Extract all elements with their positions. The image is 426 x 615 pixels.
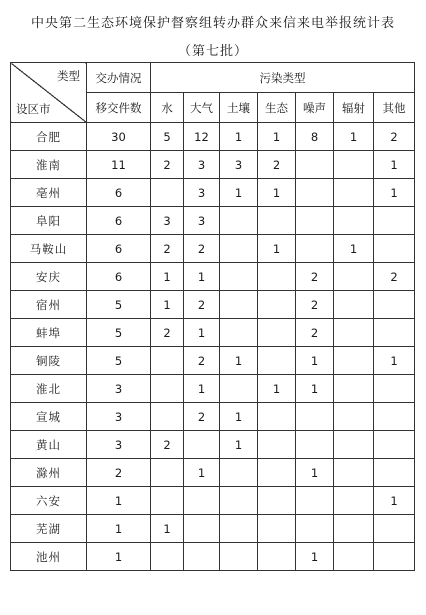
value-cell: 1 xyxy=(296,459,334,487)
table-row xyxy=(11,151,415,179)
value-cell xyxy=(334,179,374,207)
table-row xyxy=(11,235,415,263)
value-cell xyxy=(220,543,258,571)
city-cell: 安庆 xyxy=(11,263,87,291)
value-cell: 1 xyxy=(220,403,258,431)
city-cell: 池州 xyxy=(11,543,87,571)
value-cell xyxy=(374,403,415,431)
value-cell xyxy=(220,487,258,515)
city-cell: 黄山 xyxy=(11,431,87,459)
corner-city-label: 设区市 xyxy=(16,102,51,116)
value-cell xyxy=(220,375,258,403)
value-cell xyxy=(151,543,184,571)
value-cell: 12 xyxy=(184,123,220,151)
value-cell xyxy=(334,487,374,515)
value-cell xyxy=(334,207,374,235)
value-cell xyxy=(374,235,415,263)
table-row xyxy=(11,487,415,515)
value-cell: 3 xyxy=(220,151,258,179)
value-cell xyxy=(296,403,334,431)
value-cell: 1 xyxy=(184,319,220,347)
table-body xyxy=(11,123,415,571)
value-cell xyxy=(258,403,296,431)
city-cell: 马鞍山 xyxy=(11,235,87,263)
value-cell: 1 xyxy=(220,347,258,375)
value-cell: 2 xyxy=(184,347,220,375)
value-cell xyxy=(220,263,258,291)
value-cell: 1 xyxy=(258,179,296,207)
value-cell: 2 xyxy=(184,235,220,263)
table-row xyxy=(11,319,415,347)
value-cell xyxy=(151,459,184,487)
value-cell xyxy=(258,543,296,571)
value-cell: 5 xyxy=(151,123,184,151)
value-cell xyxy=(258,431,296,459)
value-cell: 5 xyxy=(87,319,151,347)
value-cell xyxy=(334,403,374,431)
value-cell xyxy=(151,487,184,515)
city-cell: 滁州 xyxy=(11,459,87,487)
column-header: 噪声 xyxy=(296,93,334,123)
value-cell: 1 xyxy=(296,347,334,375)
value-cell: 3 xyxy=(184,151,220,179)
value-cell: 2 xyxy=(184,403,220,431)
value-cell: 1 xyxy=(220,123,258,151)
value-cell: 2 xyxy=(87,459,151,487)
value-cell: 1 xyxy=(151,291,184,319)
value-cell: 11 xyxy=(87,151,151,179)
value-cell xyxy=(374,291,415,319)
value-cell xyxy=(374,375,415,403)
value-cell: 1 xyxy=(184,459,220,487)
value-cell: 3 xyxy=(184,207,220,235)
value-cell: 2 xyxy=(151,151,184,179)
column-header: 生态 xyxy=(258,93,296,123)
value-cell xyxy=(151,403,184,431)
value-cell xyxy=(374,543,415,571)
value-cell xyxy=(334,347,374,375)
value-cell xyxy=(334,291,374,319)
value-cell xyxy=(374,207,415,235)
value-cell: 2 xyxy=(296,263,334,291)
value-cell: 3 xyxy=(184,179,220,207)
value-cell: 3 xyxy=(151,207,184,235)
group-header-transfer: 交办情况 xyxy=(87,63,151,93)
value-cell xyxy=(296,431,334,459)
corner-header-cell xyxy=(11,63,87,123)
value-cell: 6 xyxy=(87,235,151,263)
value-cell xyxy=(258,515,296,543)
value-cell: 3 xyxy=(87,431,151,459)
city-cell: 阜阳 xyxy=(11,207,87,235)
value-cell xyxy=(258,207,296,235)
value-cell xyxy=(334,459,374,487)
value-cell xyxy=(296,207,334,235)
city-cell: 蚌埠 xyxy=(11,319,87,347)
statistics-table xyxy=(10,62,415,571)
group-header-pollution: 污染类型 xyxy=(151,63,415,93)
table-row xyxy=(11,263,415,291)
value-cell: 6 xyxy=(87,263,151,291)
value-cell xyxy=(151,375,184,403)
value-cell: 2 xyxy=(296,291,334,319)
table-row xyxy=(11,403,415,431)
value-cell: 2 xyxy=(184,291,220,319)
column-header: 移交件数 xyxy=(87,93,151,123)
value-cell xyxy=(374,431,415,459)
value-cell: 2 xyxy=(151,235,184,263)
value-cell: 2 xyxy=(374,123,415,151)
document-title: 中央第二生态环境保护督察组转办群众来信来电举报统计表 xyxy=(30,16,395,31)
value-cell xyxy=(184,543,220,571)
value-cell xyxy=(334,319,374,347)
column-header: 辐射 xyxy=(334,93,374,123)
table-row xyxy=(11,431,415,459)
value-cell: 2 xyxy=(151,319,184,347)
value-cell: 1 xyxy=(374,347,415,375)
value-cell: 1 xyxy=(334,123,374,151)
value-cell xyxy=(296,515,334,543)
city-cell: 淮南 xyxy=(11,151,87,179)
value-cell xyxy=(334,515,374,543)
value-cell xyxy=(258,291,296,319)
value-cell xyxy=(151,179,184,207)
value-cell: 30 xyxy=(87,123,151,151)
value-cell: 1 xyxy=(87,515,151,543)
value-cell xyxy=(184,515,220,543)
value-cell xyxy=(334,431,374,459)
table-row xyxy=(11,207,415,235)
document-subtitle: （第七批） xyxy=(177,44,248,59)
header-row-groups xyxy=(11,63,415,93)
column-header: 其他 xyxy=(374,93,415,123)
value-cell xyxy=(258,347,296,375)
value-cell xyxy=(374,515,415,543)
city-cell: 宿州 xyxy=(11,291,87,319)
value-cell: 3 xyxy=(87,403,151,431)
value-cell: 1 xyxy=(296,543,334,571)
value-cell xyxy=(374,319,415,347)
value-cell: 5 xyxy=(87,347,151,375)
city-cell: 淮北 xyxy=(11,375,87,403)
city-cell: 芜湖 xyxy=(11,515,87,543)
city-cell: 亳州 xyxy=(11,179,87,207)
table-row xyxy=(11,375,415,403)
city-cell: 六安 xyxy=(11,487,87,515)
value-cell xyxy=(258,487,296,515)
value-cell xyxy=(258,263,296,291)
value-cell xyxy=(184,487,220,515)
column-header: 大气 xyxy=(184,93,220,123)
value-cell xyxy=(220,319,258,347)
value-cell: 3 xyxy=(87,375,151,403)
value-cell: 2 xyxy=(296,319,334,347)
value-cell: 6 xyxy=(87,179,151,207)
column-header: 水 xyxy=(151,93,184,123)
value-cell: 1 xyxy=(184,263,220,291)
table-row xyxy=(11,179,415,207)
value-cell: 2 xyxy=(258,151,296,179)
value-cell xyxy=(296,151,334,179)
value-cell: 6 xyxy=(87,207,151,235)
value-cell: 1 xyxy=(87,543,151,571)
value-cell xyxy=(334,375,374,403)
table-row xyxy=(11,515,415,543)
value-cell xyxy=(220,235,258,263)
corner-type-label: 类型 xyxy=(57,69,80,83)
value-cell xyxy=(296,487,334,515)
value-cell: 1 xyxy=(220,431,258,459)
table-row xyxy=(11,291,415,319)
city-cell: 铜陵 xyxy=(11,347,87,375)
value-cell: 8 xyxy=(296,123,334,151)
city-cell: 合肥 xyxy=(11,123,87,151)
value-cell: 1 xyxy=(334,235,374,263)
value-cell: 1 xyxy=(258,375,296,403)
city-cell: 宣城 xyxy=(11,403,87,431)
value-cell xyxy=(258,459,296,487)
table-row xyxy=(11,459,415,487)
value-cell: 1 xyxy=(184,375,220,403)
value-cell xyxy=(334,151,374,179)
value-cell: 5 xyxy=(87,291,151,319)
value-cell xyxy=(220,207,258,235)
value-cell: 1 xyxy=(374,487,415,515)
value-cell xyxy=(258,319,296,347)
value-cell: 1 xyxy=(151,515,184,543)
value-cell xyxy=(296,179,334,207)
column-header: 土壤 xyxy=(220,93,258,123)
value-cell xyxy=(220,459,258,487)
table-row xyxy=(11,123,415,151)
value-cell: 1 xyxy=(258,123,296,151)
value-cell xyxy=(220,291,258,319)
table-row xyxy=(11,543,415,571)
value-cell: 1 xyxy=(374,179,415,207)
value-cell: 1 xyxy=(220,179,258,207)
value-cell xyxy=(374,459,415,487)
value-cell: 1 xyxy=(374,151,415,179)
value-cell xyxy=(151,347,184,375)
value-cell xyxy=(296,235,334,263)
value-cell: 1 xyxy=(151,263,184,291)
value-cell: 1 xyxy=(258,235,296,263)
value-cell xyxy=(220,515,258,543)
value-cell: 1 xyxy=(296,375,334,403)
value-cell xyxy=(184,431,220,459)
value-cell xyxy=(334,263,374,291)
table-row xyxy=(11,347,415,375)
value-cell: 2 xyxy=(151,431,184,459)
value-cell: 1 xyxy=(87,487,151,515)
value-cell xyxy=(334,543,374,571)
value-cell: 2 xyxy=(374,263,415,291)
